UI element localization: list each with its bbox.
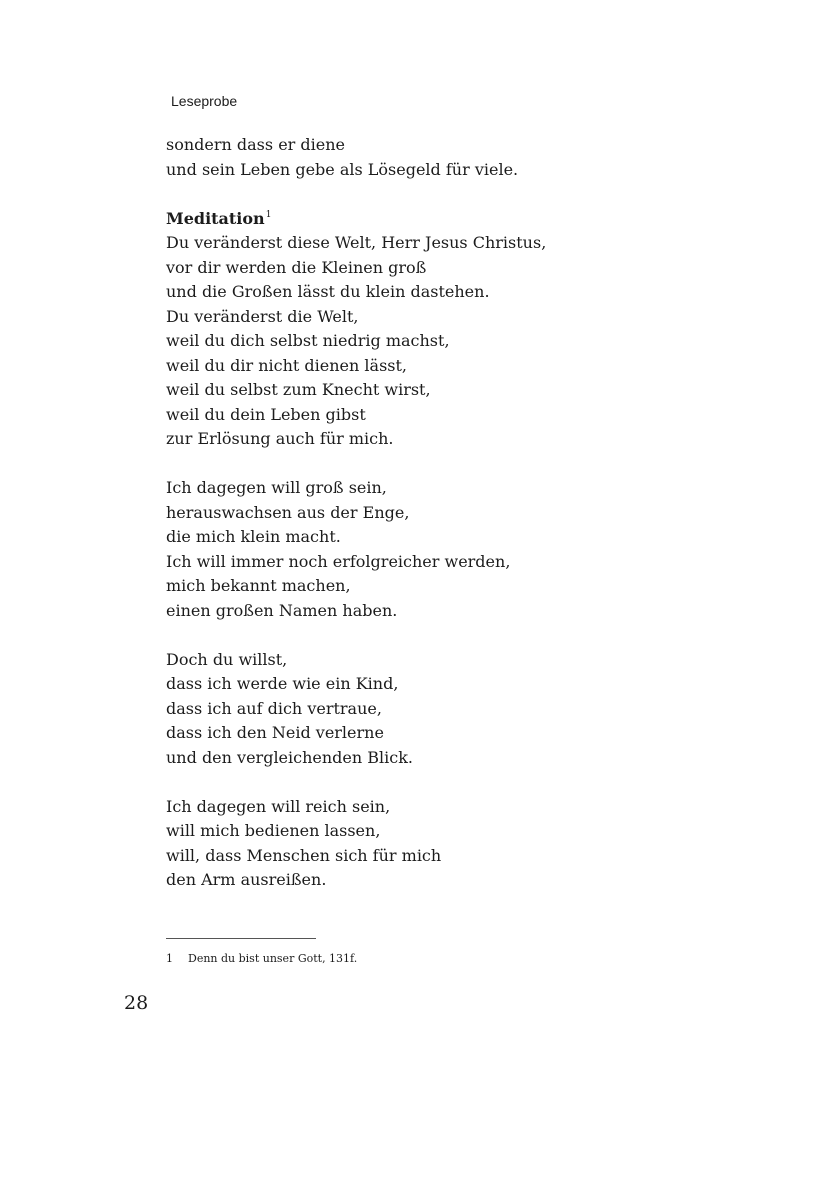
verse-line: und die Großen lässt du klein dastehen.	[166, 282, 490, 301]
verse-line: will, dass Menschen sich für mich	[166, 845, 442, 865]
verse-line: Doch du willst,	[166, 649, 288, 669]
intro-line: und sein Leben gebe als Lösegeld für viele.	[166, 159, 519, 179]
footnote-divider	[166, 938, 316, 939]
intro-line: sondern dass er diene	[166, 135, 345, 154]
verse-line: einen großen Namen haben.	[166, 600, 398, 620]
stanza-gap	[166, 770, 726, 795]
verse-line: weil du dein Leben gibst	[166, 404, 366, 424]
verse-line: Ich dagegen will groß sein,	[166, 478, 387, 497]
verse-line: weil du dir nicht dienen lässt,	[166, 355, 407, 375]
footnote-reference: 1	[265, 209, 272, 220]
verse-line: vor dir werden die Kleinen groß	[166, 257, 427, 277]
section-heading	[166, 207, 726, 232]
verse-line: den Arm ausreißen.	[166, 870, 327, 889]
footnote	[166, 951, 357, 967]
verse-line: mich bekannt machen,	[166, 576, 351, 595]
verse-line: die mich klein macht.	[166, 527, 341, 546]
verse-line: Ich dagegen will reich sein,	[166, 796, 391, 816]
verse-line: und den vergleichenden Blick.	[166, 747, 414, 767]
verse-line: Du veränderst diese Welt, Herr Jesus Christus,	[166, 233, 547, 252]
page-number: 28	[124, 992, 149, 1014]
heading-text: Meditation	[166, 208, 265, 228]
verse-line: Ich will immer noch erfolgreicher werden,	[166, 551, 511, 571]
verse-line: herauswachsen aus der Enge,	[166, 502, 410, 522]
verse-line: dass ich den Neid verlerne	[166, 723, 384, 742]
footnote-number: 1	[166, 952, 173, 965]
verse-line: zur Erlösung auch für mich.	[166, 429, 394, 448]
verse-line: will mich bedienen lassen,	[166, 821, 381, 840]
verse-line: Du veränderst die Welt,	[166, 306, 359, 326]
body-text	[166, 133, 726, 893]
verse-line: dass ich werde wie ein Kind,	[166, 674, 399, 693]
verse-line: weil du selbst zum Knecht wirst,	[166, 380, 431, 399]
running-header: Leseprobe	[171, 93, 238, 109]
verse-line: weil du dich selbst niedrig machst,	[166, 331, 450, 350]
stanza-gap	[166, 452, 726, 477]
verse-line: dass ich auf dich vertraue,	[166, 698, 382, 718]
footnote-text: Denn du bist unser Gott, 131f.	[188, 952, 358, 965]
stanza-gap	[166, 182, 726, 207]
stanza-gap	[166, 623, 726, 648]
